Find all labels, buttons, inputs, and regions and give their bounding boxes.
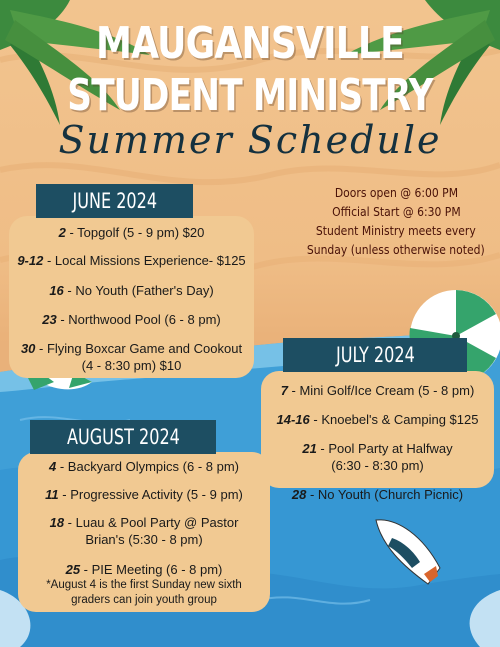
august-card: [18, 452, 270, 612]
title-line-1: MAUGANSVILLE: [96, 18, 404, 69]
july-card: [261, 371, 494, 502]
info-block: [296, 184, 496, 260]
list-item-continued: (6:30 - 8:30 pm): [331, 458, 424, 473]
info-line: Doors open @ 6:00 PM: [334, 186, 458, 200]
list-item: 16 - No Youth (Father's Day): [49, 283, 214, 298]
info-line: Student Ministry meets every: [316, 224, 476, 238]
title-line-2: STUDENT MINISTRY: [67, 70, 433, 121]
june-card: [9, 216, 254, 378]
list-item: 7 - Mini Golf/Ice Cream (5 - 8 pm): [280, 383, 475, 398]
list-item: 28 - No Youth (Church Picnic): [291, 487, 464, 502]
june-header: JUNE 2024: [36, 184, 193, 218]
list-item: 14-16 - Knoebel's & Camping $125: [276, 412, 479, 427]
list-item-continued: Brian's (5:30 - 8 pm): [85, 532, 203, 547]
speedboat-icon: [368, 516, 448, 590]
list-item: 11 - Progressive Activity (5 - 9 pm): [45, 487, 243, 502]
list-item: 4 - Backyard Olympics (6 - 8 pm): [49, 459, 239, 474]
list-item: 18 - Luau & Pool Party @ Pastor: [49, 515, 239, 530]
august-header: AUGUST 2024: [30, 420, 216, 454]
list-item: 30 - Flying Boxcar Game and Cookout: [20, 341, 243, 356]
list-item: 23 - Northwood Pool (6 - 8 pm): [42, 312, 221, 327]
info-line: Sunday (unless otherwise noted): [307, 243, 485, 257]
july-header: JULY 2024: [283, 338, 467, 372]
script-title: Summer Schedule: [58, 118, 442, 162]
list-item: 21 - Pool Party at Halfway: [302, 441, 453, 456]
note-line: *August 4 is the first Sunday new sixth: [46, 579, 242, 591]
list-item-continued: (4 - 8:30 pm) $10: [81, 358, 182, 373]
info-line: Official Start @ 6:30 PM: [331, 205, 461, 219]
note-line: graders can join youth group: [71, 594, 217, 606]
list-item: 25 - PIE Meeting (6 - 8 pm): [65, 562, 223, 577]
list-item: 9-12 - Local Missions Experience- $125: [17, 253, 246, 268]
list-item: 2 - Topgolf (5 - 9 pm) $20: [58, 225, 205, 240]
